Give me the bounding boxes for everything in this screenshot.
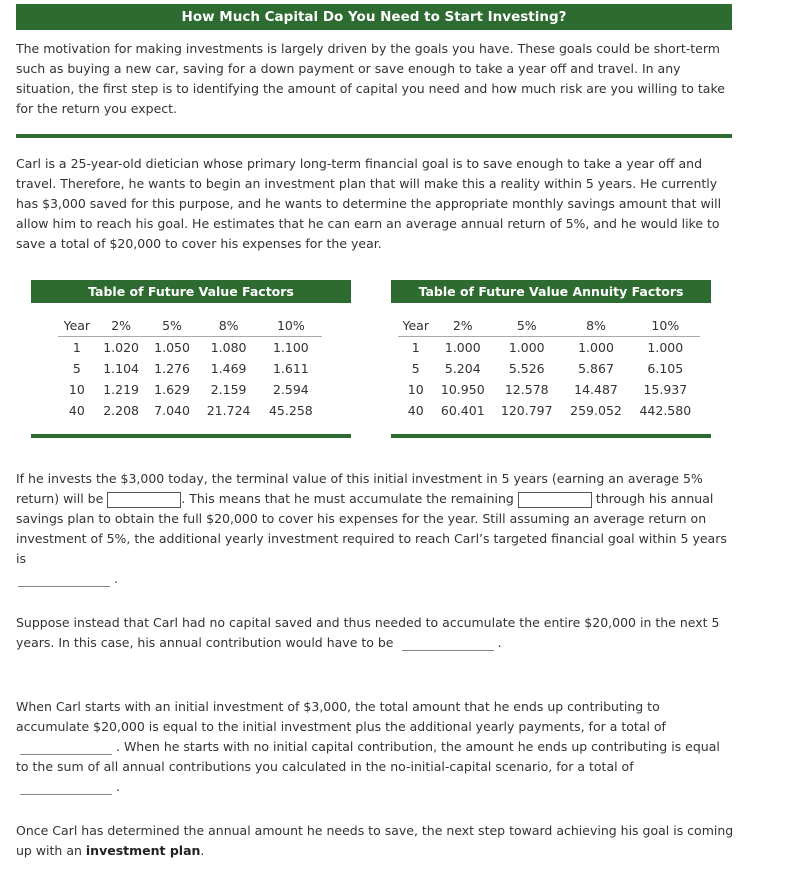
- investment-plan-emphasis: investment plan: [85, 843, 201, 858]
- fv-table-row: [58, 337, 322, 359]
- fva-table-row: [398, 400, 700, 421]
- fv-table-cell: 2.594: [272, 382, 309, 397]
- fva-table-cell: 5.204: [444, 361, 481, 376]
- fv-table-header-row: [58, 315, 322, 337]
- fva-table-cell: 10.950: [440, 382, 485, 397]
- page-title: How Much Capital Do You Need to Start Investing?: [16, 4, 732, 30]
- question-no-capital: [16, 613, 734, 653]
- section-divider: [16, 134, 732, 138]
- fv-table-header-cell: 5%: [147, 315, 198, 337]
- fva-table-cell: 10: [407, 382, 424, 397]
- fva-table-title: Table of Future Value Annuity Factors: [391, 280, 711, 303]
- fva-table-header-cell: 10%: [631, 315, 700, 337]
- question-total-contribution: [16, 697, 734, 797]
- closing-end: .: [200, 843, 205, 858]
- q3-text-2: . When he starts with no initial capital contribution, the amount he ends up contributing is equal to the sum of all annual contributions you calculated in the no-initial-capital scenario, for a total of: [16, 739, 720, 774]
- fv-table-cell: 1: [72, 340, 81, 355]
- q1-text-2: . This means that he must accumulate the remaining: [181, 491, 514, 506]
- fv-table-cell: 1.050: [154, 340, 190, 355]
- fv-table-row: [58, 379, 322, 400]
- fv-table-title: Table of Future Value Factors: [31, 280, 351, 303]
- fva-table-cell: 5.526: [508, 361, 545, 376]
- intro-paragraph: The motivation for making investments is largely driven by the goals you have. These goals could be short-term such as buying a new car, saving for a down payment or save enough to take a year off and travel. In any situation, the first step is to identifying the amount of capital you need and how much risk are you willing to take for the return you expect.: [16, 41, 725, 116]
- fv-table-cell: 21.724: [206, 403, 251, 418]
- fva-table-header-cell: 5%: [492, 315, 561, 337]
- q2-text-1: Suppose instead that Carl had no capital saved and thus needed to accumulate the entire $20,000 in the next 5 years. In this case, his annual contribution would have to be: [16, 615, 720, 650]
- fv-table-cell: 1.080: [210, 340, 247, 355]
- fva-table-cell: 259.052: [570, 403, 622, 418]
- fva-table-header-cell: 8%: [561, 315, 630, 337]
- fv-table-row: [58, 400, 322, 421]
- fva-table-header: [391, 280, 711, 303]
- fv-table-cell: 1.611: [272, 361, 309, 376]
- fv-table: [58, 315, 322, 421]
- fva-table-cell: 40: [407, 403, 424, 418]
- q3-end: .: [116, 779, 120, 794]
- fv-table-header-cell: 8%: [198, 315, 260, 337]
- fva-table-cell: 5.867: [578, 361, 614, 376]
- fv-table-cell: 1.276: [154, 361, 190, 376]
- total-with-capital-dropdown[interactable]: [20, 740, 112, 755]
- fv-table-header-cell: 2%: [96, 315, 147, 337]
- q1-end: .: [114, 571, 118, 586]
- fv-table-cell: 1.629: [154, 382, 190, 397]
- fv-table-bottom-rule: [31, 434, 351, 438]
- fva-table-cell: 60.401: [440, 403, 485, 418]
- q3-text-1: When Carl starts with an initial investment of $3,000, the total amount that he ends up contributing to accumulate $20,000 is equal to the initial investment plus the additional yearly payments, for a total of: [16, 699, 666, 734]
- fv-table-cell: 1.219: [103, 382, 140, 397]
- fv-table-header-cell: 10%: [260, 315, 322, 337]
- fv-table-cell: 1.469: [210, 361, 247, 376]
- fva-table-row: [398, 358, 700, 379]
- fv-table-cell: 1.020: [103, 340, 140, 355]
- fv-table-cell: 5: [72, 361, 81, 376]
- fva-table: [398, 315, 700, 421]
- q1-text-3: through his annual savings plan to obtain the full $20,000 to cover his expenses for the year. Still assuming an average return on investment of 5%, the additional yearly investment required to reach Carl’s targeted financial goal within 5 years is: [16, 491, 727, 566]
- fva-table-cell: 14.487: [574, 382, 618, 397]
- remaining-amount-input[interactable]: [518, 492, 592, 508]
- fva-table-bottom-rule: [391, 434, 711, 438]
- fva-table-cell: 15.937: [643, 382, 688, 397]
- fva-table-cell: 12.578: [504, 382, 549, 397]
- fv-table-cell: 1.100: [272, 340, 309, 355]
- fv-table-cell: 45.258: [268, 403, 313, 418]
- fva-table-cell: 5: [411, 361, 420, 376]
- fva-table-cell: 1: [411, 340, 420, 355]
- closing-text: Once Carl has determined the annual amount he needs to save, the next step toward achieving his goal is coming up with an: [16, 823, 734, 858]
- fv-table-cell: 2.208: [103, 403, 140, 418]
- fv-table-cell: 2.159: [210, 382, 247, 397]
- fva-table-cell: 1.000: [508, 340, 545, 355]
- fva-table-cell: 120.797: [500, 403, 553, 418]
- terminal-value-input[interactable]: [107, 492, 181, 508]
- fv-table-cell: 7.040: [154, 403, 190, 418]
- fv-table-cell: 1.104: [103, 361, 140, 376]
- scenario-paragraph: Carl is a 25-year-old dietician whose primary long-term financial goal is to save enough to take a year off and travel. Therefore, he wants to begin an investment plan that will make this a reality within 5 years. He currently has $3,000 saved for this purpose, and he wants to determine the appropriate monthly savings amount that will allow him to reach his goal. He estimates that he can earn an average annual return of 5%, and he would like to save a total of $20,000 to cover his expenses for the year.: [16, 156, 722, 251]
- total-no-capital-dropdown[interactable]: [20, 780, 112, 795]
- fva-table-cell: 442.580: [639, 403, 692, 418]
- fva-table-row: [398, 379, 700, 400]
- annual-contribution-dropdown[interactable]: [402, 636, 494, 651]
- closing-paragraph: [16, 821, 734, 861]
- fva-table-header-row: [398, 315, 700, 337]
- fva-table-cell: 1.000: [647, 340, 684, 355]
- fv-table-header-cell: Year: [58, 315, 96, 337]
- fva-table-cell: 6.105: [647, 361, 684, 376]
- fva-table-cell: 1.000: [444, 340, 481, 355]
- fv-table-header: [31, 280, 351, 303]
- fv-table-cell: 10: [68, 382, 85, 397]
- fv-table-row: [58, 358, 322, 379]
- fv-table-cell: 40: [68, 403, 85, 418]
- fva-table-row: [398, 337, 700, 359]
- fva-table-cell: 1.000: [578, 340, 614, 355]
- question-terminal-value: [16, 469, 734, 589]
- fva-table-header-cell: Year: [398, 315, 433, 337]
- q1-text-1: If he invests the $3,000 today, the terminal value of this initial investment in 5 years (earning an average 5% return) will be: [16, 471, 703, 506]
- fva-table-header-cell: 2%: [433, 315, 492, 337]
- yearly-investment-dropdown[interactable]: [18, 572, 110, 587]
- q2-end: .: [497, 635, 502, 650]
